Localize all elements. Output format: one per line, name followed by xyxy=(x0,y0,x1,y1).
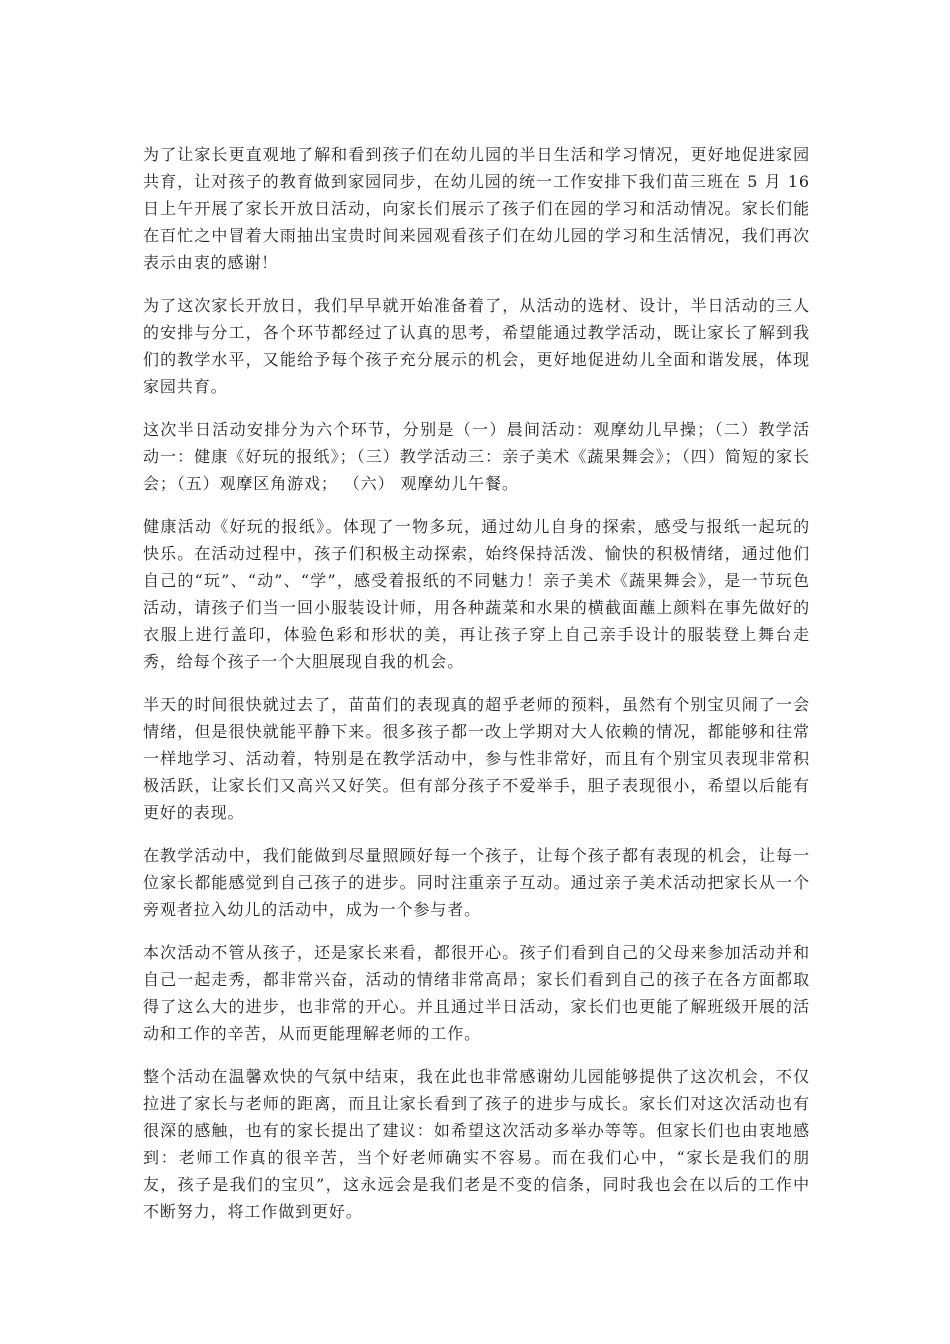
paragraph-1: 为了让家长更直观地了解和看到孩子们在幼儿园的半日生活和学习情况，更好地促进家园共育，让对孩子的教育做到家园同步，在幼儿园的统一工作安排下我们苗三班在 5 月 16 日上午开展了家长开放日活动，向家长们展示了孩子们在园的学习和活动情况。家长们能在百忙之中冒着大雨抽出宝贵时间来园观看孩子们在幼儿园的学习和生活情况，我们再次表示由衷的感谢！ xyxy=(143,145,810,272)
paragraph-2: 为了这次家长开放日，我们早早就开始准备着了，从活动的选材、设计，半日活动的三人的安排与分工，各个环节都经过了认真的思考，希望能通过教学活动，既让家长了解到我们的教学水平，又能给予每个孩子充分展示的机会，更好地促进幼儿全面和谐发展，体现家园共育。 xyxy=(143,296,810,396)
document-page xyxy=(143,141,810,1225)
paragraph-8: 整个活动在温馨欢快的气氛中结束，我在此也非常感谢幼儿园能够提供了这次机会，不仅拉进了家长与老师的距离，而且让家长看到了孩子的进步与成长。家长们对这次活动也有很深的感触，也有的家长提出了建议：如希望这次活动多举办等等。但家长们也由衷地感到：老师工作真的很辛苦，当个好老师确实不容易。而在我们心中，“家长是我们的朋友，孩子是我们的宝贝”，这永远会是我们老是不变的信条，同时我也会在以后的工作中不断努力，将工作做到更好。 xyxy=(143,1067,810,1221)
paragraph-3: 这次半日活动安排分为六个环节，分别是（一）晨间活动：观摩幼儿早操；（二）教学活动一：健康《好玩的报纸》；（三）教学活动三：亲子美术《蔬果舞会》；（四）简短的家长会；（五）观摩区角游戏； （六） 观摩幼儿午餐。 xyxy=(143,420,810,493)
paragraph-4: 健康活动《好玩的报纸》。体现了一物多玩，通过幼儿自身的探索，感受与报纸一起玩的快乐。在活动过程中，孩子们积极主动探索，始终保持活泼、愉快的积极情绪，通过他们自己的“玩”、“动”、“学”，感受着报纸的不同魅力！亲子美术《蔬果舞会》，是一节玩色活动，请孩子们当一回小服装设计师，用各种蔬菜和水果的横截面蘸上颜料在事先做好的衣服上进行盖印，体验色彩和形状的美，再让孩子穿上自己亲手设计的服装登上舞台走秀，给每个孩子一个大胆展现自我的机会。 xyxy=(143,517,810,671)
paragraph-6: 在教学活动中，我们能做到尽量照顾好每一个孩子，让每个孩子都有表现的机会，让每一位家长都能感觉到自己孩子的进步。同时注重亲子互动。通过亲子美术活动把家长从一个旁观者拉入幼儿的活动中，成为一个参与者。 xyxy=(143,846,810,919)
paragraph-5: 半天的时间很快就过去了，苗苗们的表现真的超乎老师的预料，虽然有个别宝贝闹了一会情绪，但是很快就能平静下来。很多孩子都一改上学期对大人依赖的情况，都能够和往常一样地学习、活动着，特别是在教学活动中，参与性非常好，而且有个别宝贝表现非常积极活跃，让家长们又高兴又好笑。但有部分孩子不爱举手，胆子表现很小，希望以后能有更好的表现。 xyxy=(143,695,810,822)
paragraph-7: 本次活动不管从孩子，还是家长来看，都很开心。孩子们看到自己的父母来参加活动并和自己一起走秀，都非常兴奋，活动的情绪非常高昂；家长们看到自己的孩子在各方面都取得了这么大的进步，也非常的开心。并且通过半日活动，家长们也更能了解班级开展的活动和工作的辛苦，从而更能理解老师的工作。 xyxy=(143,943,810,1043)
